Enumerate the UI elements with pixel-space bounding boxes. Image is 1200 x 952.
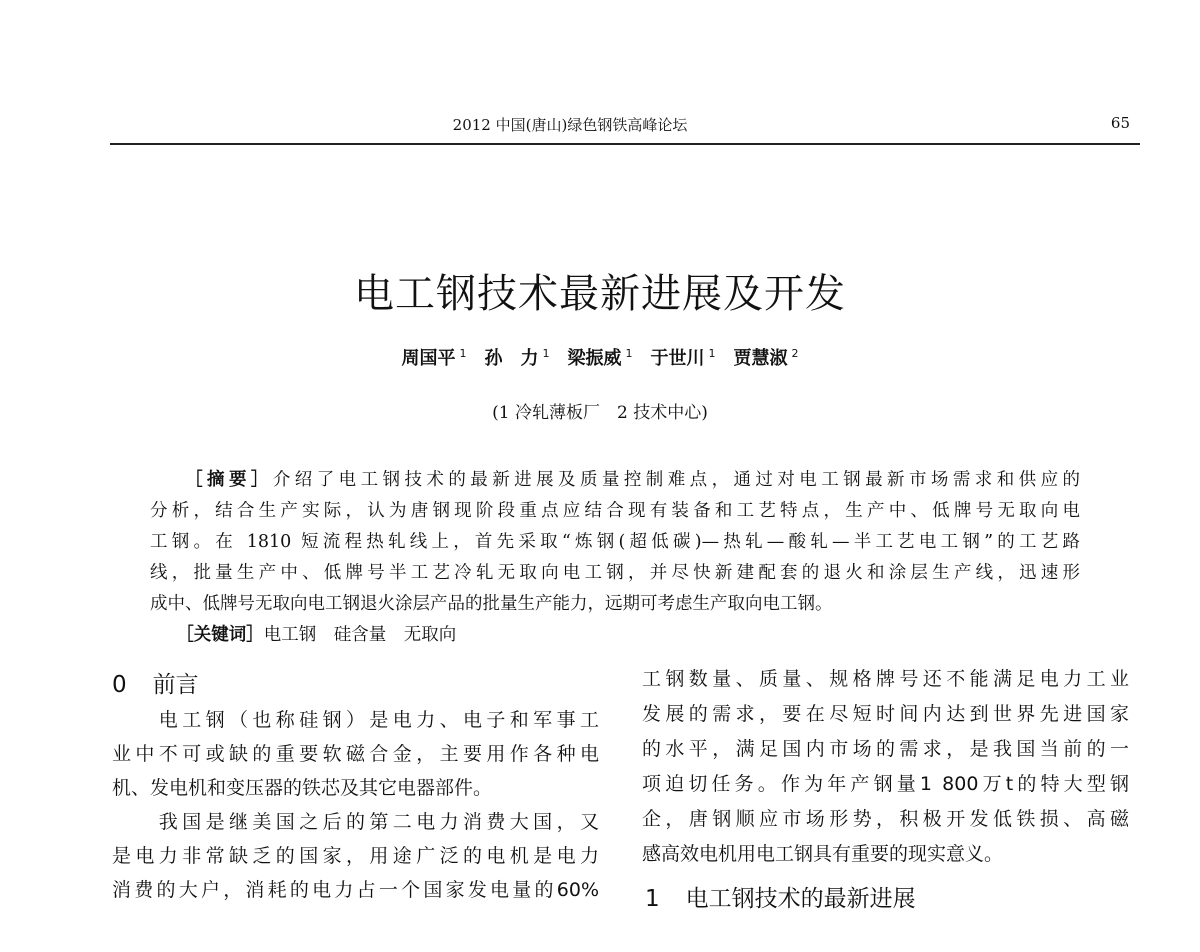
body-line: 是电力非常缺乏的国家，用途广泛的电机是电力 (112, 845, 599, 867)
abstract-line: 分析，结合生产实际，认为唐钢现阶段重点应结合现有装备和工艺特点，生产中、低牌号无取向电 (150, 501, 1080, 521)
author: 周国平 $^1$ (401, 347, 467, 369)
body-line: 感高效电机用电工钢具有重要的现实意义。 (642, 843, 1004, 865)
page-number: 65 (1110, 114, 1130, 132)
body-line: 发展的需求，要在尽短时间内达到世界先进国家 (642, 703, 1129, 725)
body-line: 电工钢（也称硅钢）是电力、电子和军事工 (112, 709, 599, 731)
authors (0, 344, 1200, 370)
body-line: 项迫切任务。作为年产钢量1 800万t的特大型钢 (642, 773, 1129, 795)
author: 孙 力 $^1$ (484, 347, 550, 369)
abstract-line: 线，批量生产中、低牌号半工艺冷轧无取向电工钢，并尽快新建配套的退火和涂层生产线，迅速形 (150, 563, 1080, 583)
abstract-line: ［摘要］介绍了电工钢技术的最新进展及质量控制难点，通过对电工钢最新市场需求和供应的 (193, 470, 1081, 490)
affiliation: (1 冷轧薄板厂 2 技术中心) (492, 403, 708, 423)
abstract-line: 成中、低牌号无取向电工钢退火涂层产品的批量生产能力，远期可考虑生产取向电工钢。 (150, 594, 833, 614)
header-rule (110, 143, 1140, 145)
running-header (110, 114, 1140, 138)
header-title: 2012 中国(唐山)绿色钢铁高峰论坛 (452, 116, 688, 134)
body-line: 我国是继美国之后的第二电力消费大国，又 (112, 811, 599, 833)
body-line: 工钢数量、质量、规格牌号还不能满足电力工业 (642, 668, 1129, 690)
keywords-label: ［关键词］ (185, 625, 264, 645)
section-heading-0: 0 前言 (112, 672, 199, 698)
body-line: 机、发电机和变压器的铁芯及其它电器部件。 (112, 777, 493, 799)
section-heading-1: 1 电工钢技术的最新进展 (645, 886, 916, 912)
abstract-line: 工钢。在 1810 短流程热轧线上，首先采取“炼钢(超低碳)—热轧—酸轧—半工艺电工钢”的工艺路 (150, 532, 1080, 552)
body-line: 的水平，满足国内市场的需求，是我国当前的一 (642, 738, 1129, 760)
abstract-label: ［摘要］ (193, 470, 273, 490)
author: 于世川 $^1$ (650, 347, 716, 369)
body-line: 业中不可或缺的重要软磁合金，主要用作各种电 (112, 743, 599, 765)
body-line: 消费的大户，消耗的电力占一个国家发电量的60% (112, 879, 599, 901)
author: 梁振威 $^1$ (567, 347, 633, 369)
keywords: ［关键词］电工钢 硅含量 无取向 (185, 625, 457, 645)
author: 贾慧淑 $^2$ (733, 347, 799, 369)
paper-title: 电工钢技术最新进展及开发 (354, 271, 846, 317)
body-line: 企，唐钢顺应市场形势，积极开发低铁损、高磁 (642, 808, 1129, 830)
